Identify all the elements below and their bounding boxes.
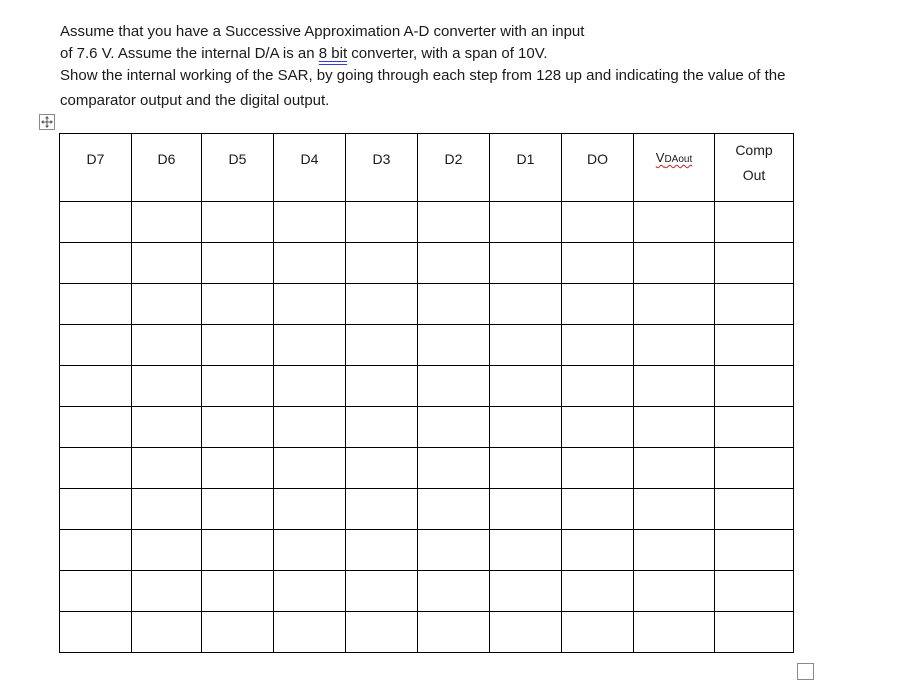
table-cell[interactable] (60, 284, 132, 325)
table-row (60, 612, 794, 653)
table-cell[interactable] (202, 489, 274, 530)
table-cell[interactable] (418, 407, 490, 448)
table-cell[interactable] (202, 243, 274, 284)
table-move-handle[interactable] (39, 114, 55, 130)
table-cell[interactable] (274, 325, 346, 366)
table-cell[interactable] (490, 489, 562, 530)
header-d0[interactable]: DO (562, 134, 634, 202)
table-cell[interactable] (132, 448, 202, 489)
table-cell[interactable] (490, 530, 562, 571)
table-cell[interactable] (715, 243, 794, 284)
question-line-2 (60, 43, 890, 65)
table-cell[interactable] (562, 202, 634, 243)
table-cell[interactable] (634, 325, 715, 366)
table-cell[interactable] (202, 284, 274, 325)
table-cell[interactable] (132, 612, 202, 653)
table-cell[interactable] (715, 202, 794, 243)
table-cell[interactable] (418, 366, 490, 407)
question-line-4: comparator output and the digital output. (60, 92, 330, 109)
table-cell[interactable] (562, 530, 634, 571)
table-row (60, 489, 794, 530)
table-row (60, 448, 794, 489)
table-cell[interactable] (132, 489, 202, 530)
table-cell[interactable] (562, 448, 634, 489)
table-cell[interactable] (634, 448, 715, 489)
table-cell[interactable] (715, 325, 794, 366)
table-cell[interactable] (346, 325, 418, 366)
header-d7[interactable]: D7 (60, 134, 132, 202)
header-comp-line-2: Out (742, 167, 766, 183)
table-cell[interactable] (202, 325, 274, 366)
table-cell[interactable] (634, 284, 715, 325)
table-cell[interactable] (60, 612, 132, 653)
table-cell[interactable] (418, 612, 490, 653)
table-cell[interactable] (418, 325, 490, 366)
table-cell[interactable] (274, 243, 346, 284)
table-cell[interactable] (60, 489, 132, 530)
header-vdaout[interactable] (634, 134, 715, 202)
table-cell[interactable] (562, 612, 634, 653)
table-cell[interactable] (274, 489, 346, 530)
table-cell[interactable] (60, 202, 132, 243)
table-cell[interactable] (634, 243, 715, 284)
table-cell[interactable] (634, 202, 715, 243)
table-cell[interactable] (274, 612, 346, 653)
table-cell[interactable] (132, 284, 202, 325)
table-cell[interactable] (562, 243, 634, 284)
header-d4[interactable]: D4 (274, 134, 346, 202)
table-cell[interactable] (490, 407, 562, 448)
table-cell[interactable] (202, 571, 274, 612)
table-cell[interactable] (60, 530, 132, 571)
table-cell[interactable] (418, 448, 490, 489)
table-row (60, 284, 794, 325)
table-cell[interactable] (346, 571, 418, 612)
table-cell[interactable] (60, 571, 132, 612)
table-cell[interactable] (418, 202, 490, 243)
question-line-3: Show the internal working of the SAR, by going through each step from 128 up and indicating the value of the (60, 67, 786, 84)
header-d3[interactable]: D3 (346, 134, 418, 202)
table-cell[interactable] (346, 448, 418, 489)
table-cell[interactable] (274, 202, 346, 243)
table-cell[interactable] (202, 366, 274, 407)
header-comp-out[interactable] (715, 134, 794, 202)
table-cell[interactable] (634, 530, 715, 571)
table-cell[interactable] (634, 571, 715, 612)
table-cell[interactable] (418, 243, 490, 284)
table-cell[interactable] (132, 407, 202, 448)
table-cell[interactable] (715, 571, 794, 612)
table-cell[interactable] (202, 448, 274, 489)
table-cell[interactable] (490, 448, 562, 489)
table-cell[interactable] (132, 202, 202, 243)
table-cell[interactable] (715, 366, 794, 407)
table-cell[interactable] (60, 243, 132, 284)
table-cell[interactable] (418, 284, 490, 325)
table-cell[interactable] (715, 407, 794, 448)
table-cell[interactable] (274, 448, 346, 489)
header-d1[interactable]: D1 (490, 134, 562, 202)
table-cell[interactable] (562, 284, 634, 325)
table-cell[interactable] (274, 571, 346, 612)
table-cell[interactable] (490, 325, 562, 366)
table-row (60, 202, 794, 243)
table-cell[interactable] (562, 571, 634, 612)
table-cell[interactable] (634, 612, 715, 653)
table-cell[interactable] (490, 612, 562, 653)
table-cell[interactable] (418, 530, 490, 571)
question-text (60, 21, 890, 112)
table-cell[interactable] (490, 243, 562, 284)
table-cell[interactable] (346, 489, 418, 530)
table-cell[interactable] (562, 407, 634, 448)
table-cell[interactable] (132, 243, 202, 284)
table-cell[interactable] (715, 448, 794, 489)
header-vdaout-v: V (655, 150, 665, 165)
question-line-2-start: of 7.6 V. Assume the internal D/A is an (60, 45, 319, 62)
table-row (60, 530, 794, 571)
table-cell[interactable] (60, 325, 132, 366)
header-d2[interactable]: D2 (418, 134, 490, 202)
table-cell[interactable] (274, 530, 346, 571)
table-cell[interactable] (634, 407, 715, 448)
table-row (60, 325, 794, 366)
table-cell[interactable] (562, 489, 634, 530)
table-cell[interactable] (60, 448, 132, 489)
table-cell[interactable] (274, 366, 346, 407)
header-d5[interactable]: D5 (202, 134, 274, 202)
table-cell[interactable] (490, 366, 562, 407)
table-row (60, 243, 794, 284)
sar-table (59, 133, 794, 653)
table-cell[interactable] (490, 284, 562, 325)
question-line-2-end: converter, with a span of 10V. (347, 45, 548, 62)
table-cell[interactable] (562, 325, 634, 366)
table-cell[interactable] (490, 571, 562, 612)
table-cell[interactable] (202, 407, 274, 448)
table-cell[interactable] (346, 612, 418, 653)
table-cell[interactable] (60, 407, 132, 448)
table-header-row (60, 134, 794, 202)
table-row (60, 571, 794, 612)
header-vdaout-sub: DAout (664, 154, 693, 165)
table-cell[interactable] (715, 612, 794, 653)
table-cell[interactable] (634, 489, 715, 530)
table-resize-handle[interactable] (797, 663, 814, 680)
table-body (60, 202, 794, 653)
question-line-1: Assume that you have a Successive Approximation A-D converter with an input (60, 23, 585, 40)
table-cell[interactable] (202, 612, 274, 653)
table-cell[interactable] (132, 366, 202, 407)
table-cell[interactable] (715, 489, 794, 530)
table-cell[interactable] (274, 407, 346, 448)
table-cell[interactable] (60, 366, 132, 407)
table-row (60, 366, 794, 407)
table-cell[interactable] (274, 284, 346, 325)
table-cell[interactable] (418, 489, 490, 530)
table-cell[interactable] (202, 202, 274, 243)
four-way-arrow-icon (41, 116, 53, 128)
table-cell[interactable] (346, 202, 418, 243)
table-row (60, 407, 794, 448)
table-cell[interactable] (346, 407, 418, 448)
table-cell[interactable] (202, 530, 274, 571)
header-comp-line-1: Comp (735, 142, 773, 158)
table-cell[interactable] (418, 571, 490, 612)
table-cell[interactable] (562, 366, 634, 407)
table-cell[interactable] (634, 366, 715, 407)
table-cell[interactable] (715, 530, 794, 571)
table-cell[interactable] (715, 284, 794, 325)
table-cell[interactable] (346, 366, 418, 407)
header-d6[interactable]: D6 (132, 134, 202, 202)
table-cell[interactable] (132, 530, 202, 571)
table-cell[interactable] (132, 325, 202, 366)
table-cell[interactable] (346, 243, 418, 284)
table-cell[interactable] (346, 284, 418, 325)
grammar-mark-8-bit[interactable]: 8 bit (318, 45, 348, 62)
table-cell[interactable] (346, 530, 418, 571)
table-cell[interactable] (490, 202, 562, 243)
table-cell[interactable] (132, 571, 202, 612)
